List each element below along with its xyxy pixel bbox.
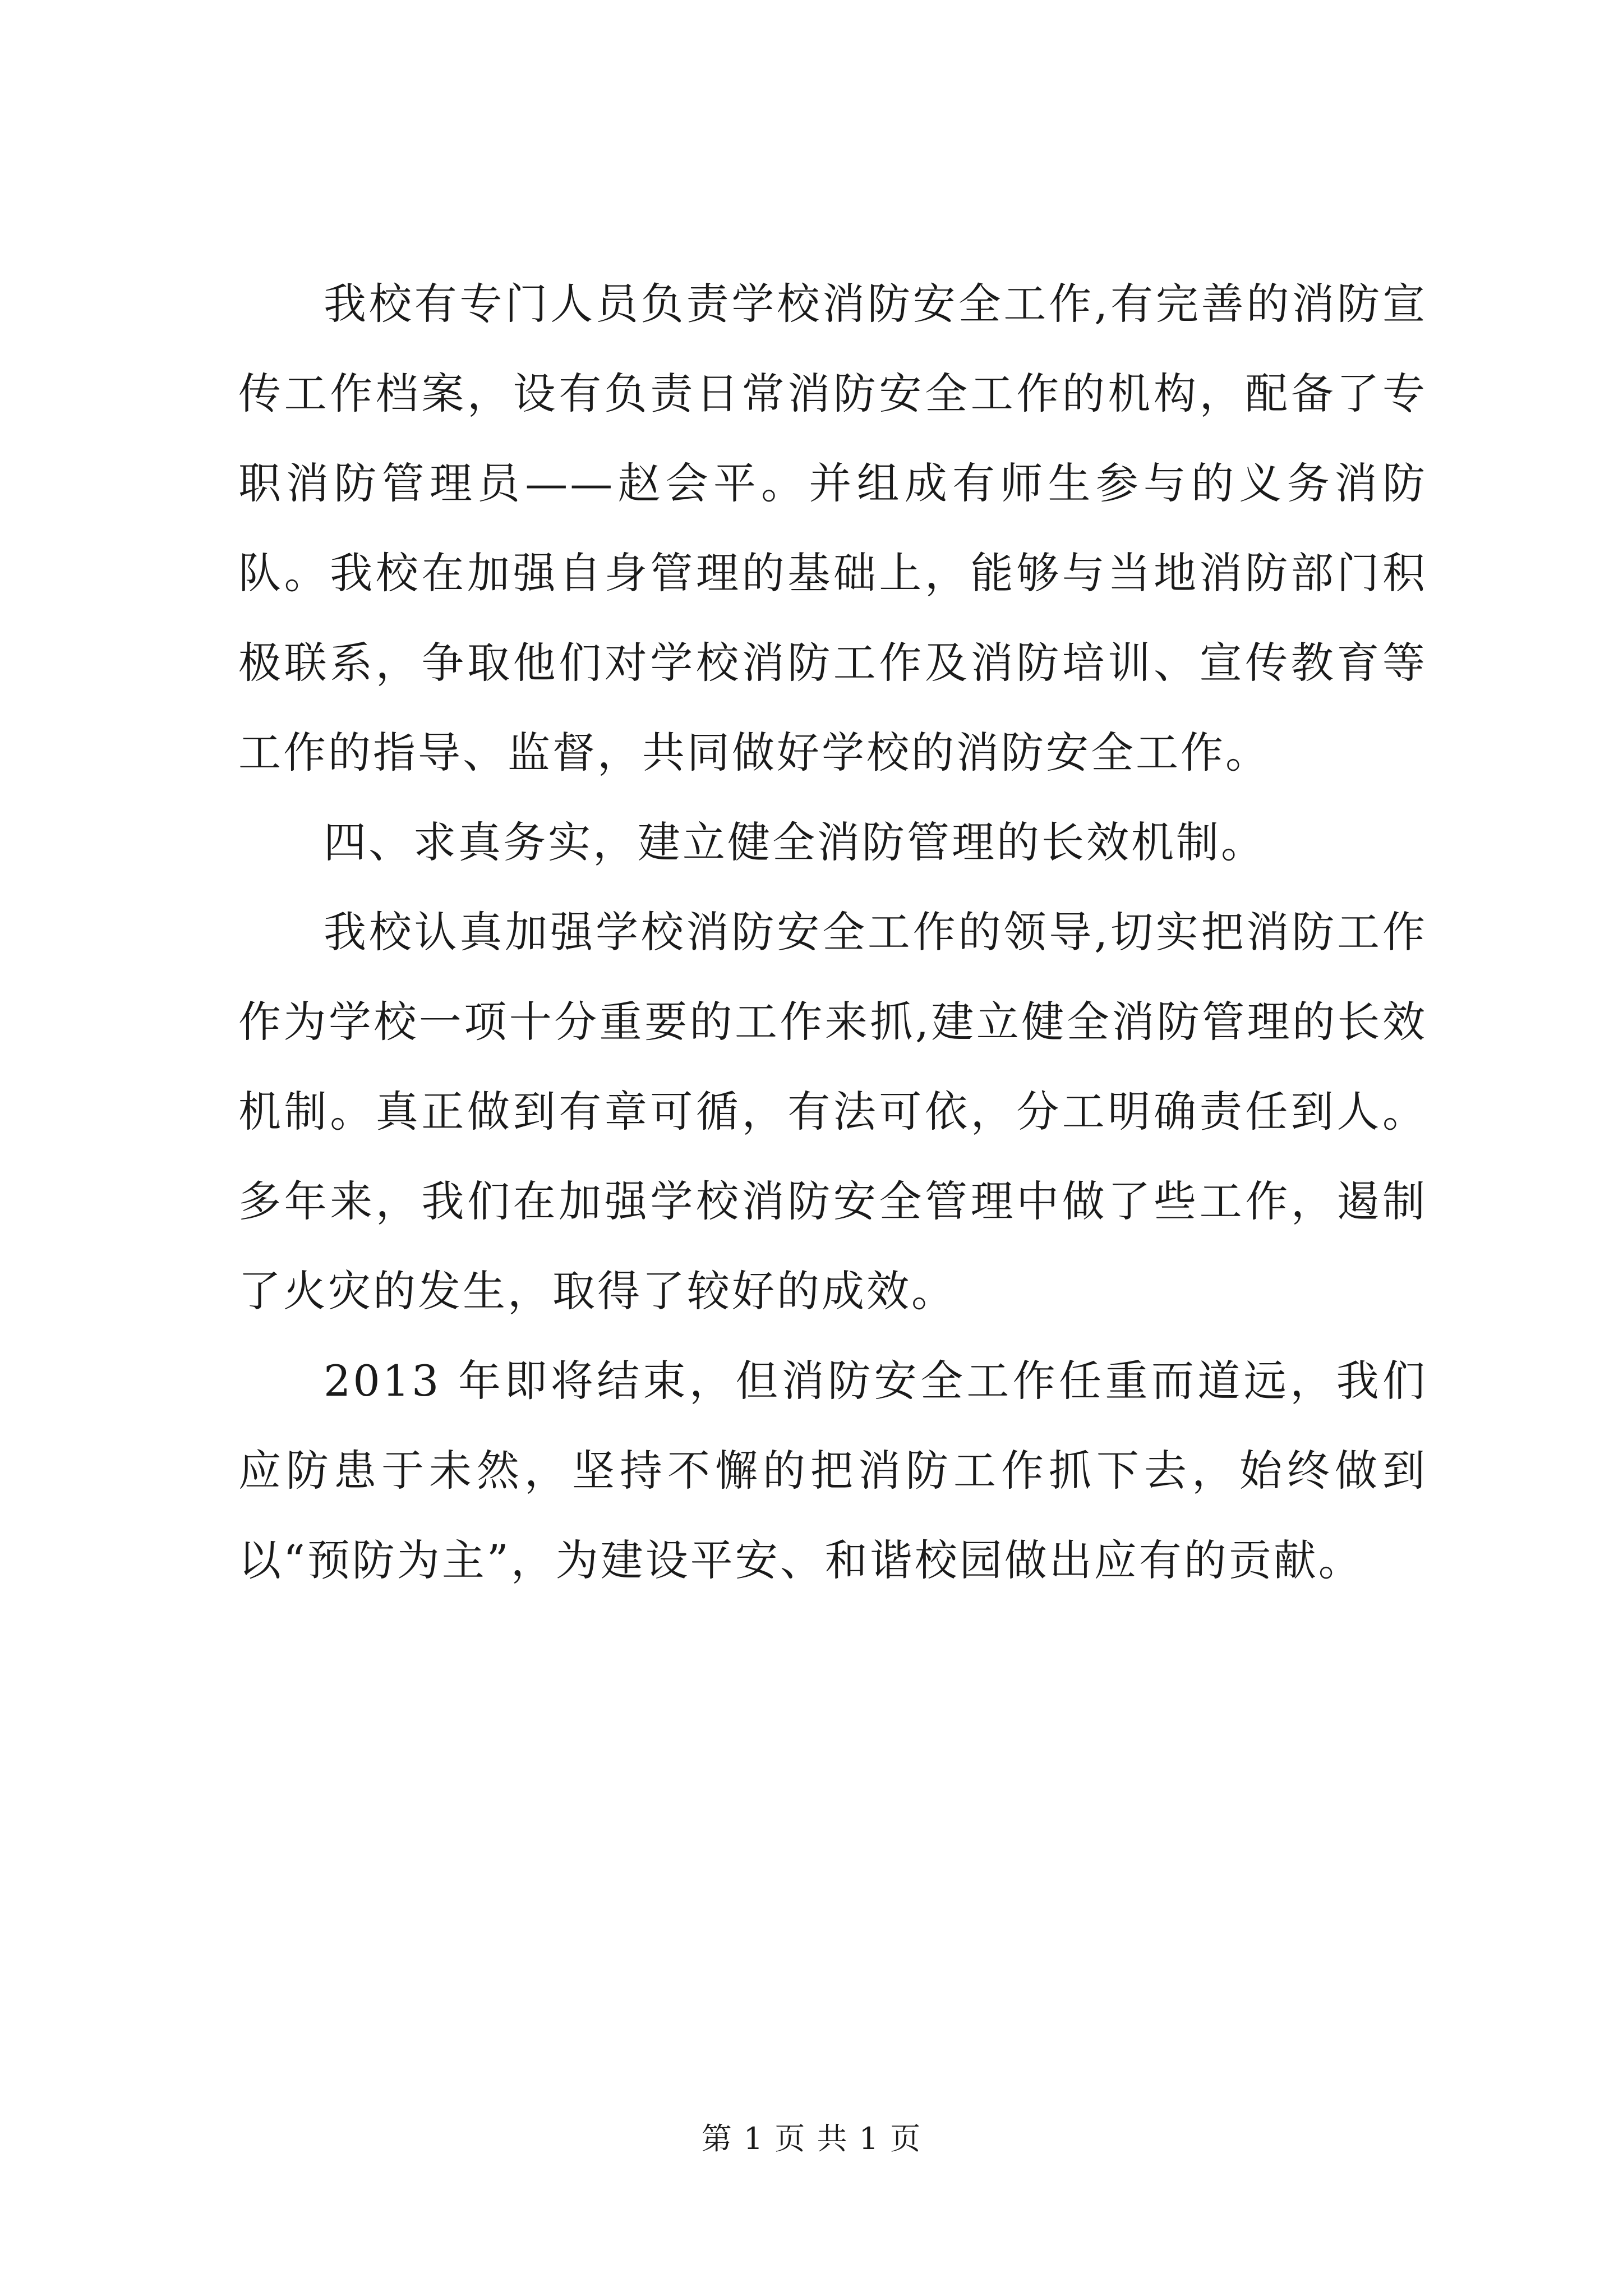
paragraph-conclusion-2013: 2013 年即将结束，但消防安全工作任重而道远，我们应防患于未然，坚持不懈的把消防工作抓下去，始终做到以“预防为主”，为建设平安、和谐校园做出应有的贡献。: [238, 1356, 1427, 1585]
section-heading-4: 四、求真务实，建立健全消防管理的长效机制。: [324, 817, 1266, 867]
paragraph-fire-safety-staff: 我校有专门人员负责学校消防安全工作,有完善的消防宣传工作档案，设有负责日常消防安全工作的机构，配备了专职消防管理员——赵会平。并组成有师生参与的义务消防队。我校在加强自身管理的基础上，能够与当地消防部门积极联系，争取他们对学校消防工作及消防培训、宣传教育等工作的指导、监督，共同做好学校的消防安全工作。: [238, 279, 1427, 777]
page-footer: 第 1 页 共 1 页: [701, 2121, 922, 2156]
document-body: [238, 259, 1427, 1605]
paragraph-long-term-mechanism: 我校认真加强学校消防安全工作的领导,切实把消防工作作为学校一项十分重要的工作来抓,建立健全消防管理的长效机制。真正做到有章可循，有法可依，分工明确责任到人。多年来，我们在加强学校消防安全管理中做了些工作，遏制了火灾的发生，取得了较好的成效。: [238, 907, 1427, 1316]
